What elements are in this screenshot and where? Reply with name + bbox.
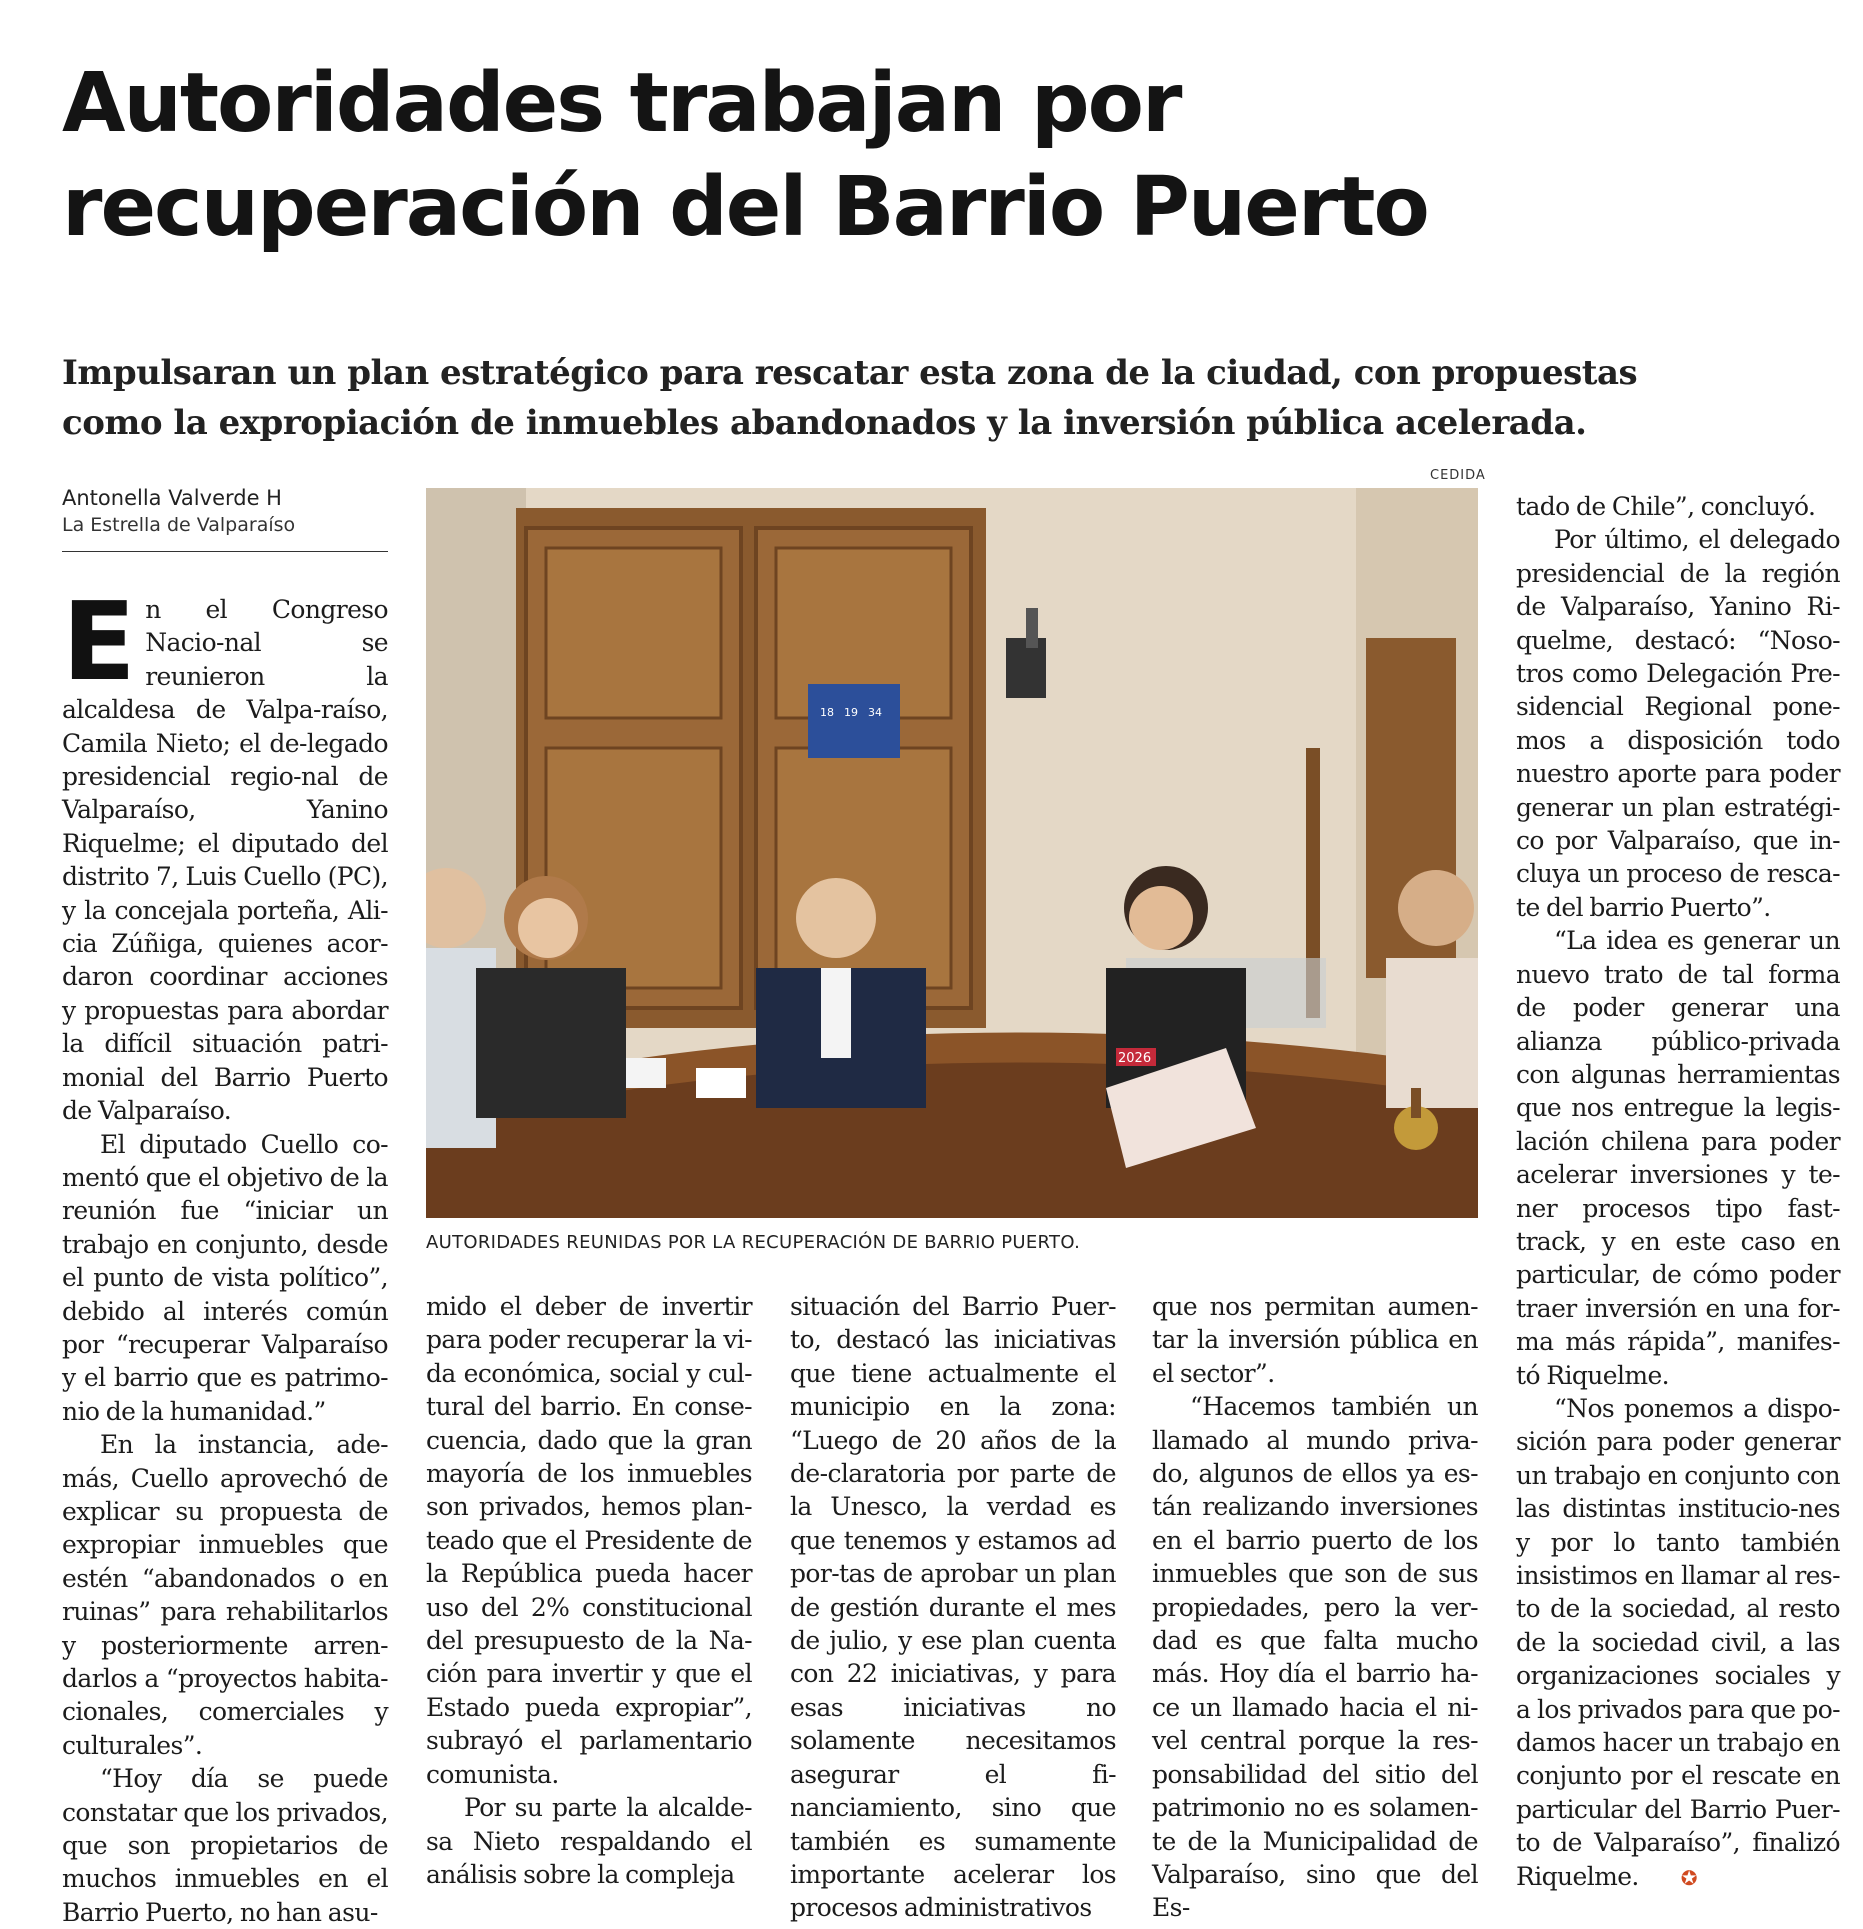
paragraph: que nos permitan aumen-tar la inversión pública en el sector”. xyxy=(1152,1292,1478,1388)
paragraph: “Hoy día se puede constatar que los privados, que son propietarios de muchos inmuebles en el Barrio Puerto, no han asu- xyxy=(62,1764,388,1927)
paragraph-text: “Nos ponemos a dispo-sición para poder generar un trabajo en conjunto con las distintas institucio-nes y por lo tanto también insistimos en llamar al res-to de la sociedad, al resto de la sociedad civil, a las organizaciones sociales y a los privados para que po-damos hacer un trabajo en conjunto por el rescate en particular del Barrio Puer-to de Valparaíso”, finalizó Riquelme. xyxy=(1516,1393,1840,1891)
photo-caption: AUTORIDADES REUNIDAS POR LA RECUPERACIÓN DE BARRIO PUERTO. xyxy=(426,1232,1081,1253)
article-column-3 xyxy=(790,1290,1116,1925)
end-of-article-icon: ✪ xyxy=(1680,1865,1697,1890)
door-sign xyxy=(808,684,900,758)
paragraph: mido el deber de invertir para poder recuperar la vi-da económica, social y cul-tural del barrio. En conse-cuencia, dado que la gran mayoría de los inmuebles son privados, hemos plan-teado que el Presidente de la República pueda hacer uso del 2% constitucional del presupuesto de la Na-ción para invertir y que el Estado pueda expropiar”, subrayó el parlamentario comunista. xyxy=(426,1292,752,1789)
article-column-1 xyxy=(62,580,388,1929)
byline-outlet: La Estrella de Valparaíso xyxy=(62,514,296,536)
meeting-photo-illustration xyxy=(426,488,1478,1218)
subheadline xyxy=(62,348,1762,448)
paragraph: Por último, el delegado presidencial de la región de Valparaíso, Yanino Ri-quelme, destacó: “Noso-tros como Delegación Pre-sidencial Regional pone-mos a disposición todo nuestro aporte para poder generar un plan estratégi-co por Valparaíso, que in-cluya un proceso de resca-te del barrio Puerto”. xyxy=(1516,525,1840,922)
door-sign-number-1: 18 xyxy=(820,706,834,719)
byline-divider xyxy=(62,551,388,552)
paragraph xyxy=(1516,1392,1840,1895)
byline-author: Antonella Valverde H xyxy=(62,486,282,510)
meeting-photo xyxy=(426,488,1478,1218)
photo-credit: CEDIDA xyxy=(1430,468,1486,483)
paragraph: El diputado Cuello co-mentó que el objetivo de la reunión fue “iniciar un trabajo en conjunto, desde el punto de vista político”, debido al interés común por “recuperar Valparaíso y el barrio que es patrimo-nio de la humanidad.” xyxy=(62,1129,388,1426)
door-sign-number-2: 19 xyxy=(844,706,858,719)
headline xyxy=(62,52,1822,260)
paragraph: situación del Barrio Puer-to, destacó las iniciativas que tiene actualmente el municipio en la zona: “Luego de 20 años de la de-claratoria por parte de la Unesco, la verdad es que tenemos y estamos ad por-tas de aprobar un plan de gestión durante el mes de julio, y ese plan cuenta con 22 iniciativas, y para esas iniciativas no solamente necesitamos asegurar el fi-nanciamiento, sino que también es sumamente importante acelerar los procesos administrativos xyxy=(790,1292,1116,1923)
headline-line-1: Autoridades trabajan por xyxy=(62,56,1181,151)
subheadline-line-1: Impulsaran un plan estratégico para rescatar esta zona de la ciudad, con propuestas xyxy=(62,353,1638,393)
door-sign-number-3: 34 xyxy=(868,706,882,719)
paragraph: En la instancia, ade-más, Cuello aprovechó de explicar su propuesta de expropiar inmuebles que estén “abandonados o en ruinas” para rehabilitarlos y posteriormente arren-darlos a “proyectos habita-cionales, comerciales y culturales”. xyxy=(62,1430,388,1760)
paragraph: Por su parte la alcalde-sa Nieto respaldando el análisis sobre la compleja xyxy=(426,1793,752,1889)
headline-line-2: recuperación del Barrio Puerto xyxy=(62,160,1428,255)
article-column-4 xyxy=(1152,1290,1478,1925)
person-right-2 xyxy=(1386,870,1478,1108)
paragraph: n el Congreso Nacio-nal se reunieron la alcaldesa de Valpa-raíso, Camila Nieto; el de-legado presidencial regio-nal de Valparaíso, Yanino Riquelme; el diputado del distrito 7, Luis Cuello (PC), y la concejala porteña, Ali-cia Zúñiga, quienes acor-daron coordinar acciones y propuestas para abordar la difícil situación patri-monial del Barrio Puerto de Valparaíso. xyxy=(62,595,388,1126)
paragraph: “Hacemos también un llamado al mundo priva-do, algunos de ellos ya es-tán realizando inversiones en el barrio puerto de los inmuebles que son de sus propiedades, pero la ver-dad es que falta mucho más. Hoy día el barrio ha-ce un llamado hacia el ni-vel central porque la res-ponsabilidad del sitio del patrimonio no es solamen-te de la Municipalidad de Valparaíso, sino que del Es- xyxy=(1152,1392,1478,1923)
subheadline-line-2: como la expropiación de inmuebles abandonados y la inversión pública acelerada. xyxy=(62,403,1587,443)
article-column-5 xyxy=(1516,490,1840,1895)
paragraph: “La idea es generar un nuevo trato de tal forma de poder generar una alianza público-privada con algunas herramientas que nos entregue la legis-lación chilena para poder acelerar inversiones y te-ner procesos tipo fast-track, y en este caso en particular, de cómo poder traer inversión en una for-ma más rápida”, manifes-tó Riquelme. xyxy=(1516,926,1840,1390)
drop-cap: E xyxy=(62,580,136,705)
article-column-2 xyxy=(426,1290,752,1891)
paragraph: tado de Chile”, concluyó. xyxy=(1516,492,1816,521)
calendar-year: 2026 xyxy=(1118,1051,1152,1066)
